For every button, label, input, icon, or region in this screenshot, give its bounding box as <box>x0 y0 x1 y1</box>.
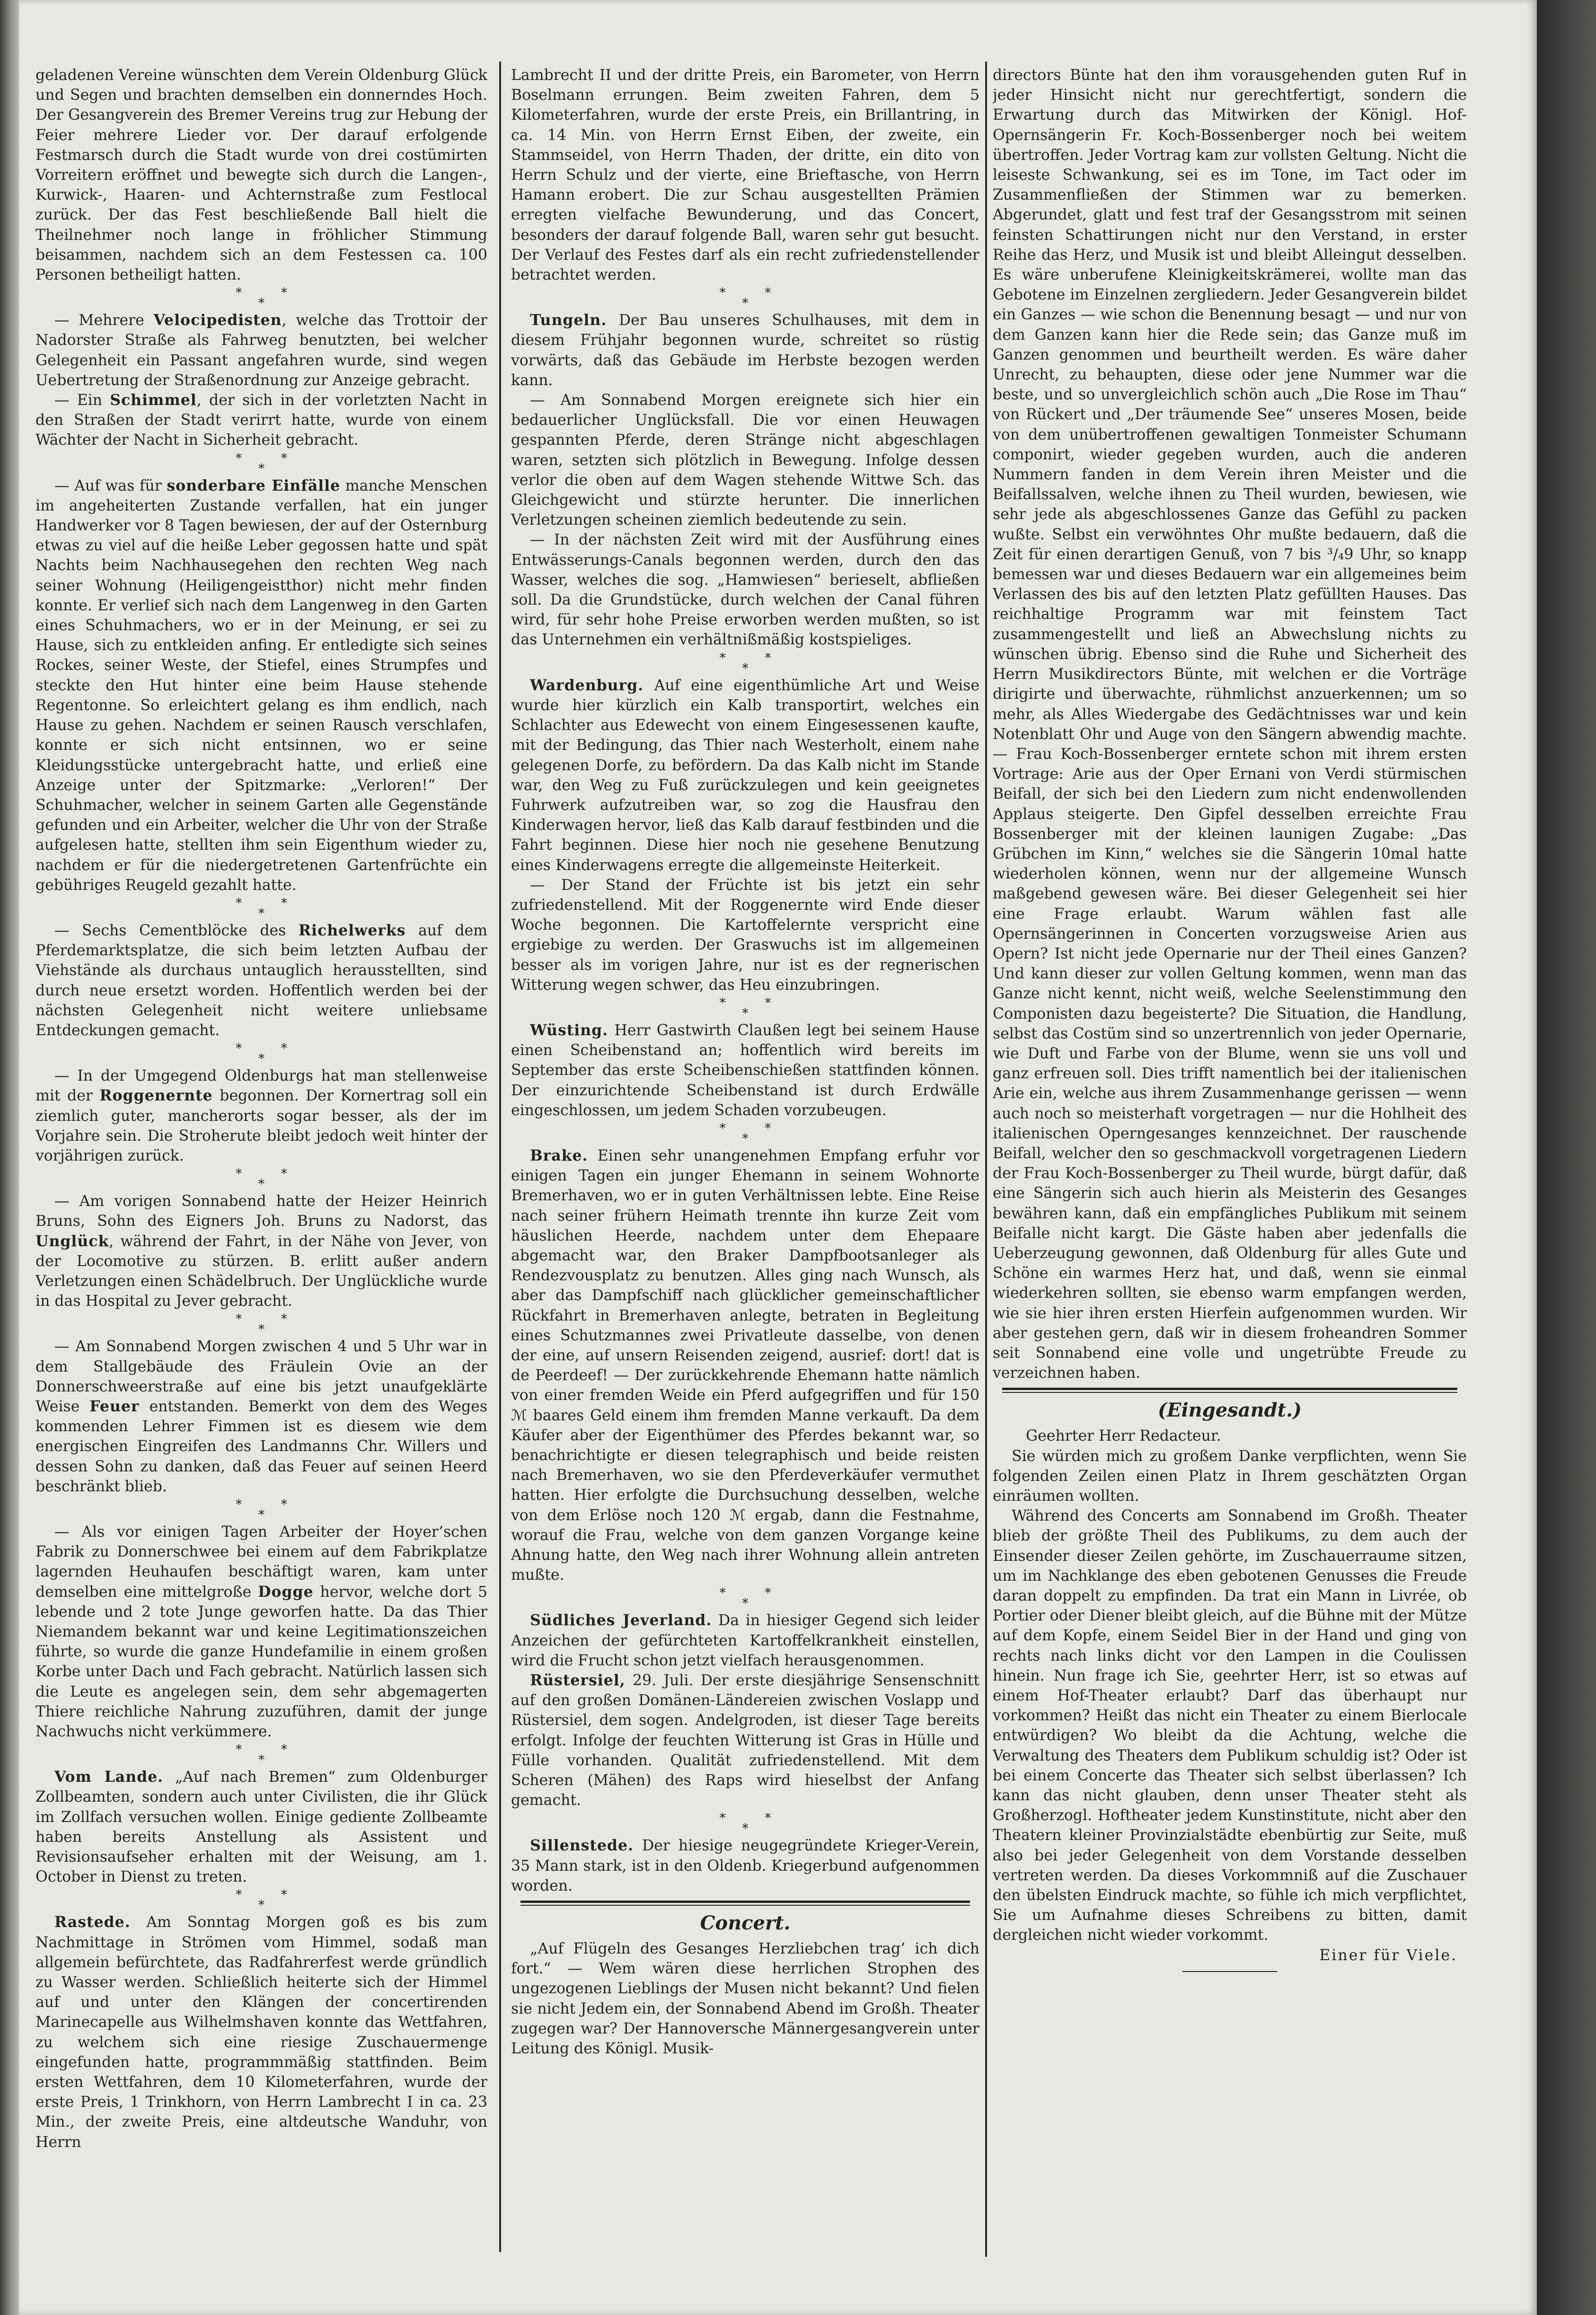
item-text: 29. Juli. Der erste diesjährige Sensenschnitt auf den großen Domänen-Ländereien zwischen Voslapp und Rüstersiel, dem sogen. Andelgroden, ist dieser Tage bereits erfolgt. Infolge der feuchten Witterung ist Gras in Hülle und Fülle vorhanden. Qualität zufriedenstellend. Mit dem Scheren (Mähen) des Raps wird hieselbst der Anfang gemacht. <box>511 1672 979 1809</box>
news-item <box>511 1836 979 1896</box>
item-text: entstanden. Bemerkt von dem des Weges kommenden Lehrer Fimmen ist es diesem wie dem energischen Eingreifen des Landmanns Chr. Willers und dessen Sohn zu danken, daß das Feuer auf seinen Heerd beschränkt blieb. <box>35 1398 487 1495</box>
section-separator: * * * <box>236 896 287 921</box>
salutation: Geehrter Herr Redacteur. <box>1026 1427 1221 1445</box>
article-paragraph: geladenen Vereine wünschten dem Verein Oldenburg Glück und Segen und brachten demselben ein donnerndes Hoch. Der Gesangverein des Bremer Vereins trug zur Hebung der Feier mehrere Lieder vor. Der darauf erfolgende Festmarsch durch die Stadt wurde von drei costümirten Vorreitern eröffnet und bewegte sich durch die Langen-, Kurwick-, Haaren- und Achternstraße zum Festlocal zurück. Der das Fest beschließende Ball hielt die Theilnehmer noch lange in fröhlicher Stimmung beisammen, nachdem sich an dem Festessen ca. 100 Personen betheiligt hatten. <box>35 67 487 284</box>
section-separator: * * * <box>236 451 287 476</box>
item-keyword: Velocipedisten <box>153 311 282 329</box>
column-rule-1 <box>499 62 501 2252</box>
section-separator: * * * <box>719 995 771 1021</box>
news-item <box>35 310 487 390</box>
column-1 <box>35 65 487 2256</box>
item-text: begonnen. Der Kornertrag soll ein ziemlich guter, mancherorts sogar besser, als der im Vorjahre sein. Die Stroherute bleibt jedoch weit hinter der vorjährigen zurück. <box>35 1087 487 1164</box>
item-text-lead: — Am Sonnabend Morgen zwischen 4 und 5 Uhr war in dem Stallgebäude des Fräulein Ovie an der Donnerschweerstraße auf eine bis jetzt unaufgeklärte Weise <box>35 1338 487 1415</box>
section-separator: * * * <box>719 286 771 311</box>
news-item <box>35 390 487 450</box>
item-text: Am Sonntag Morgen goß es bis zum Nachmittage in Strömen vom Himmel, sodaß man allgemein befürchtete, das Radfahrerfest werde gründlich zu Wasser werden. Schließlich heiterte sich der Himmel auf und unter den Klängen der concertirenden Marinecapelle aus Wilhelmshaven konnte das Wettfahren, zu welchem sich eine riesige Zuschauermenge eingefunden hatte, programmmäßig stattfinden. Beim ersten Wettfahren, dem 10 Kilometerfahren, wurde der erste Preis, 1 Trinkhorn, von Herrn Lambrecht I in ca. 23 Min., der zweite Preis, eine altdeutsche Wanduhr, von Herrn <box>35 1914 487 2151</box>
heading-rule-thin <box>1002 1392 1457 1393</box>
item-keyword: Sillenstede. <box>530 1837 634 1855</box>
item-keyword: Wüsting. <box>530 1021 608 1039</box>
item-keyword: Dogge <box>258 1583 314 1601</box>
item-keyword: Roggenernte <box>99 1087 213 1105</box>
item-text: „Auf nach Bremen“ zum Oldenburger Zollbeamten, sondern auch unter Civilisten, die ihr Glück im Zollfach versuchen wollen. Einige gediente Zollbeamte haben bereits Anstellung als Assistent und Revisionsaufseher erhalten mit der Weisung, am 1. October in Dienst zu treten. <box>35 1769 487 1886</box>
news-item <box>35 921 487 1040</box>
item-keyword: Richelwerks <box>298 921 406 939</box>
column-3 <box>993 65 1467 2251</box>
section-separator: * * * <box>236 1888 287 1913</box>
news-item <box>511 676 979 875</box>
item-keyword: sonderbare Einfälle <box>167 476 341 494</box>
news-item <box>35 1191 487 1311</box>
section-heading: Concert. <box>700 1912 791 1935</box>
article-paragraph: Während des Concerts am Sonnabend im Großh. Theater blieb der größte Theil des Publikums, zu dem auch der Einsender dieser Zeilen gehörte, im Zuschauerraume sitzen, um im Nachklange des eben gebotenen Genusses die Freude daran doppelt zu empfinden. Da trat ein Mann in Livrée, ob Portier oder Diener bleibt gleich, auf die Bühne mit der Mütze auf dem Kopfe, einem Seidel Bier in der Hand und ging von rechts nach links dicht vor den Lampen in die Coulissen hinein. Nun frage ich Sie, geehrter Herr, ist so etwas auf einem Hof-Theater erlaubt? Darf das überhaupt nur vorkommen? Heißt das nicht ein Theater zu einem Bierlocale entwürdigen? Wo bleibt da die Achtung, welche die Verwaltung des Theaters dem Publikum schuldig ist? Oder ist bei einem Concerte das Theater sich selbst überlassen? Ich kann das nicht glauben, denn unser Theater steht als Großherzogl. Hoftheater jedem Kunstinstitute, nicht aber den Theatern kleiner Provinzialstädte ebenbürtig zur Seite, muß also bei jeder Gelegenheit von dem Vorstande desselben vertreten werden. Da dieses Vorkommniß auf die Zuschauer den übelsten Eindruck machte, so fühle ich mich verpflichtet, Sie um Aufnahme dieses Schreibens zu bitten, damit dergleichen nicht wieder vorkommt. <box>993 1507 1467 1944</box>
item-text: , während der Fahrt, in der Nähe von Jever, von der Locomotive zu stürzen. B. erlitt außer andern Verletzungen einen Schädelbruch. Der Unglückliche wurde in das Hospital zu Jever gebracht. <box>35 1232 487 1310</box>
section-separator: * * * <box>236 286 287 311</box>
item-text: Herr Gastwirth Claußen legt bei seinem Hause einen Scheibenstand an; hoffentlich wird bereits im September das erste Scheibenschießen stattfinden können. Der einzurichtende Scheibenstand ist durch Erdwälle eingeschlossen, um jedem Schaden vorzubeugen. <box>511 1021 979 1119</box>
item-text-lead: — In der Umgegend Oldenburgs hat man stellenweise mit der <box>35 1067 487 1105</box>
news-item <box>35 1767 487 1887</box>
section-separator: * * * <box>236 1497 287 1522</box>
news-item <box>35 1066 487 1166</box>
section-separator: * * * <box>236 1167 287 1192</box>
news-item <box>35 1337 487 1496</box>
item-keyword: Rastede. <box>54 1913 131 1931</box>
article-paragraph: — Am Sonnabend Morgen ereignete sich hier ein bedauerlicher Unglücksfall. Die vor einen Heuwagen gespannten Pferde, deren Stränge nicht abgeschlagen waren, setzten sich plötzlich in Bewegung. Infolge dessen verlor die oben auf dem Wagen stehende Wittwe Sch. das Gleichgewicht und stürzte herunter. Die innerlichen Verletzungen scheinen ziemlich bedeutende zu sein. <box>511 392 979 529</box>
closing-rule <box>1182 1971 1277 1972</box>
item-text: Da in hiesiger Gegend sich leider Anzeichen der gefürchteten Kartoffelkrankheit einstellen, wird die Frucht schon jetzt vielfach herausgenommen. <box>511 1612 979 1669</box>
item-text: Der Bau unseres Schulhauses, mit dem in diesem Frühjahr begonnen wurde, schreitet so rüstig vorwärts, daß das Gebäude im Herbste bezogen werden kann. <box>511 312 979 389</box>
column-rule-2 <box>985 62 987 2257</box>
section-separator: * * * <box>719 651 771 676</box>
news-item <box>35 476 487 895</box>
heading-rule-thick <box>520 1901 970 1903</box>
section-heading: (Eingesandt.) <box>1158 1399 1302 1422</box>
item-keyword: Feuer <box>89 1397 140 1415</box>
item-keyword: Tungeln. <box>530 311 607 329</box>
article-paragraph: — In der nächsten Zeit wird mit der Ausführung eines Entwässerungs-Canals begonnen werden, durch den das Wasser, welches die sog. „Hamwiesen“ berieselt, abfließen soll. Da die Grundstücke, durch welchen der Canal führen wird, für sehr hohe Preise erworben werden mußten, so ist das Unternehmen ein verhältnißmäßig kostspieliges. <box>511 531 979 649</box>
section-separator: * * * <box>719 1586 771 1611</box>
news-item <box>511 1021 979 1120</box>
item-keyword: Südliches Jeverland. <box>530 1611 712 1629</box>
signature: Einer für Viele. <box>1319 1946 1457 1964</box>
item-keyword: Schimmel <box>110 391 197 409</box>
item-text-lead: — Am vorigen Sonnabend hatte der Heizer Heinrich Bruns, Sohn des Eigners Joh. Bruns zu Nadorst, das <box>35 1193 487 1230</box>
heading-rule-thick <box>1002 1388 1457 1390</box>
section-separator: * * * <box>236 1041 287 1066</box>
item-text: manche Menschen im angeheiterten Zustande verfallen, hat ein junger Handwerker vor 8 Tagen bewiesen, der auf der Osternburg etwas zu viel auf die heiße Leber gegossen hatte und spät Nachts beim Nachhausegehen den rechten Weg nach seiner Wohnung (Heiligengeistthor) nicht mehr finden konnte. Er verlief sich nach dem Langenweg in den Garten eines Schuhmachers, wo er in der Meinung, er sei zu Hause, sich zu entkleiden anfing. Er entledigte sich seines Rockes, seiner Weste, der Stiefel, eines Strumpfes und steckte den Hut hinter eine beim Hause stehende Regentonne. So erleichtert gelang es ihm endlich, nach Hause zu gehen. Nachdem er seinen Rausch verschlafen, konnte er sich nicht entsinnen, wo er seine Kleidungsstücke untergebracht hatte, und erließ eine Anzeige unter der Spitzmarke: „Verloren!“ Der Schuhmacher, welcher in seinem Garten alle Gegenstände gefunden und ein Arbeiter, welcher die Uhr von der Straße aufgelesen hatte, stellten ihm sein Eigenthum wieder zu, nachdem er für die niedergetretenen Gartenfrüchte ein gebühriges Reugeld gezahlt hatte. <box>35 477 487 894</box>
article-paragraph: Lambrecht II und der dritte Preis, ein Barometer, von Herrn Boselmann errungen. Beim zweiten Fahren, dem 5 Kilometerfahren, wurde der erste Preis, ein Brillantring, in ca. 14 Min. von Herrn Ernst Eiben, der zweite, ein Stammseidel, von Herrn Thaden, der dritte, ein dito von Herrn Schulz und der vierte, eine Brieftasche, von Herrn Hamann erobert. Die zur Schau ausgestellten Prämien erregten vielfache Bewunderung, und das Concert, besonders der darauf folgende Ball, waren sehr gut besucht. Der Verlauf des Festes darf als ein recht zufriedenstellender betrachtet werden. <box>511 67 979 284</box>
item-keyword: Vom Lande. <box>54 1768 164 1786</box>
item-text: Auf eine eigenthümliche Art und Weise wurde hier kürzlich ein Kalb transportirt, welches ein Schlachter aus Edewecht von einem Eingesessenen kaufte, mit der Bedingung, das Thier nach Westerholt, einem nahe gelegenen Dorfe, zu befördern. Da das Kalb nicht im Stande war, den Weg zu Fuß zurückzulegen und kein geeignetes Fuhrwerk aufzutreiben war, so zog die Hausfrau den Kinderwagen hervor, ließ das Kalb darauf festbinden und die Fahrt beginnen. Diese hier noch nie gesehene Benutzung eines Kinderwagens erregte die allgemeinste Heiterkeit. <box>511 677 979 874</box>
item-text-lead: — Als vor einigen Tagen Arbeiter der Hoyer’schen Fabrik zu Donnerschwee bei einem auf dem Fabrikplatze lagernden Heuhaufen beschäftigt waren, kam unter demselben eine mittelgroße <box>35 1523 487 1601</box>
article-paragraph: „Auf Flügeln des Gesanges Herzliebchen trag’ ich dich fort.“ — Wem wären diese herrlichen Strophen des ungezogenen Lieblings der Musen nicht bekannt? Und fielen sie nicht Jedem ein, der Sonnabend Abend im Großh. Theater zugegen war? Der Hannoversche Männergesangverein unter Leitung des Königl. Musik- <box>511 1940 979 2058</box>
item-text: Der hiesige neugegründete Krieger-Verein, 35 Mann stark, ist in den Oldenb. Kriegerbund aufgenommen worden. <box>511 1837 979 1894</box>
news-item <box>511 1671 979 1810</box>
scan-background <box>1537 0 1596 2315</box>
item-text: , welche das Trottoir der Nadorster Straße als Fahrweg benutzten, bei welcher Gelegenheit ein Passant angefahren wurde, sind wegen Uebertretung der Straßenordnung zur Anzeige gebracht. <box>35 312 487 389</box>
item-text-lead: — Ein <box>54 392 110 409</box>
news-item <box>511 1611 979 1671</box>
item-text-lead: — Mehrere <box>54 312 154 329</box>
section-separator: * * * <box>719 1121 771 1146</box>
item-text-lead: — Sechs Cementblöcke des <box>54 922 299 939</box>
article-paragraph: Sie würden mich zu großem Danke verpflichten, wenn Sie folgenden Zeilen einen Platz in Ihrem geschätzten Organ einräumen wollten. <box>993 1447 1467 1505</box>
news-item <box>511 310 979 390</box>
item-text: auf dem Pferdemarktsplatze, die sich beim letzten Aufbau der Viehstände als durchaus untauglich herausstellten, sind durch neue ersetzt worden. Hoffentlich werden bei der nächsten Gelegenheit nicht weitere unliebsame Entdeckungen gemacht. <box>35 922 487 1039</box>
left-page-edge <box>0 0 19 2315</box>
item-keyword: Wardenburg. <box>530 676 644 694</box>
heading-rule-thin <box>520 1905 970 1906</box>
item-text-lead: — Auf was für <box>54 477 167 494</box>
item-text: Einen sehr unangenehmen Empfang erfuhr vor einigen Tagen ein junger Ehemann in seinem Wohnorte Bremerhaven, wo er in guten Verhältnissen lebte. Eine Reise nach seiner frühern Heimath trennte ihn kurze Zeit vom häuslichen Heerde, nachdem unter dem Ehepaare abgemacht war, den Braker Dampfbootsanleger als Rendezvousplatz zu benutzen. Alles ging nach Wunsch, als aber das Dampfschiff nach glücklicher gemeinschaftlicher Rückfahrt in Bremerhaven anlegte, betraten in Begleitung eines Schutzmannes zwei Privatleute dasselbe, von denen der eine, auf unsern Reisenden zeigend, ausrief: dort! dat is de Peerdeef! — Der zurückkehrende Ehemann hatte nämlich von einer fremden Weide ein Pferd aufgegriffen und für 150 ℳ baares Geld einem ihm fremden Manne verkauft. Da dem Käufer aber der Eigenthümer des Pferdes bekannt war, so benachrichtigte er diesen telegraphisch und beide reisten nach Bremerhaven, wo sie den Pferdeverkäufer vermuthet hatten. Hier erfolgte die Durchsuchung desselben, welche von dem Erlöse noch 120 ℳ ergab, dann die Festnahme, worauf die Frau, welche von dem ganzen Vorgange keine Ahnung hatte, den Weg nach ihrer Wohnung allein antreten mußte. <box>511 1147 979 1584</box>
column-2 <box>511 65 979 2261</box>
article-paragraph: directors Bünte hat den ihm vorausgehenden guten Ruf in jeder Hinsicht nicht nur gerechtfertigt, sondern die Erwartung durch das Mitwirken der Königl. Hof-Opernsängerin Fr. Koch-Bossenberger noch bei weitem übertroffen. Jeder Vortrag kam zur vollsten Geltung. Nicht die leiseste Schwankung, sei es im Tone, im Tact oder im Zusammenfließen der Stimmen war zu bemerken. Abgerundet, glatt und fest traf der Gesangsstrom mit seinen feinsten Schattirungen nicht nur den Verstand, in erster Reihe das Herz, und Musik ist und bleibt Alleingut desselben. Es wäre unberufene Kleinigkeitskrämerei, wollte man das Gebotene im Einzelnen zergliedern. Jeder Gesangverein bildet ein Ganzes — wie schon die Benennung besagt — und nur von dem Ganzen kann hier die Rede sein; das Ganze muß im Ganzen genommen und beurtheilt werden. Es wäre daher Unrecht, zu behaupten, diese oder jene Nummer war die beste, und so unvergleichlich schön auch „Die Rose im Thau“ von Rückert und „Der träumende See“ unseres Mosen, beide von dem unübertroffenen gewaltigen Tonmeister Schumann componirt, wieder gegeben wurden, auch die anderen Nummern fanden in dem Verein ihren Meister und die Beifallssalven, welche ihnen zu Theil wurden, bewiesen, wie sehr jede als abgeschlossenes Ganze das Gefühl zu packen wußte. Selbst ein verwöhntes Ohr mußte bedauern, daß die Zeit für einen derartigen Genuß, von 7 bis ³/₄9 Uhr, so knapp bemessen war und dieses Bedauern war ein allgemeines beim Verlassen des bis auf den letzten Platz gefüllten Hauses. Das reichhaltige Programm war mit feinstem Tact zusammengestellt und ließ an Abwechslung nichts zu wünschen übrig. Ebenso sind die Ruhe und Sicherheit des Herrn Musikdirectors Bünte, mit welchen er die Vorträge dirigirte und überwachte, rühmlichst anzuerkennen; um so mehr, als Alles Wiedergabe des Gedächtnisses war und kein Notenblatt Ohr und Auge von den Sängern abwendig machte. — Frau Koch-Bossenberger erntete schon mit ihrem ersten Vortrage: Arie aus der Oper Ernani von Verdi stürmischen Beifall, der sich bei den Liedern zum nicht endenwollenden Applaus steigerte. Den Gipfel desselben erreichte Frau Bossenberger mit der kleinen launigen Zugabe: „Das Grübchen im Kinn,“ welches sie die Sängerin 10mal hatte wiederholen können, wenn nur der allgemeine Wunsch maßgebend gewesen wäre. Bei dieser Gelegenheit sei hier eine Frage erlaubt. Warum wählen fast alle Opernsängerinnen in Concerten vorzugsweise Arien aus Opern? Ist nicht jede Opernarie nur der Theil eines Ganzen? Und kann dieser zur vollen Geltung kommen, wenn man das Ganze nicht kennt, nicht weiß, welche Seelenstimmung den Componisten dazu begeisterte? Die Situation, die Handlung, selbst das Costüm sind so unzertrennlich von jeder Opernarie, wie Duft und Farbe von der Blume, wenn sie uns voll und ganz erfreuen soll. Dies trifft namentlich bei der italienischen Arie ein, welche aus ihrem Zusammenhange gerissen — wenn auch noch so meisterhaft vorgetragen — nur die Hohlheit des italienischen Operngesanges kennzeichnet. Der rauschende Beifall, welcher den so geschmackvoll vorgetragenen Liedern der Frau Koch-Bossenberger zu Theil wurde, bürgt dafür, daß eine Sängerin sich auch hierin als Meisterin des Gesanges bewähren kann, daß ein empfängliches Publikum mit seinem Beifalle nicht kargt. Die Gäste haben aber jedenfalls die Ueberzeugung gewonnen, daß Oldenburg für alles Gute und Schöne ein warmes Herz hat, und daß, wenn sie einmal wiederkehren sollten, sie ebenso warm empfangen werden, wie sie hier ihren ersten Hierfein aufgenommen wurden. Wir aber gestehen gern, daß wir in diesem froheandren Sommer seit Sonnabend eine volle und ungetrübte Freude zu verzeichnen haben. <box>993 67 1467 1382</box>
section-separator: * * * <box>236 1312 287 1337</box>
section-separator: * * * <box>236 1743 287 1768</box>
section-separator: * * * <box>719 1811 771 1836</box>
item-text: hervor, welche dort 5 lebende und 2 tote Junge geworfen hatte. Da das Thier Niemandem bekannt war und keine Legitimationszeichen führte, so wurde die ganze Hundefamilie in einem großen Korbe unter Dach und Fach gebracht. Natürlich lassen sich die Leute es angelegen sein, dem sehr abgemagerten Thiere reichliche Nahrung zuzuführen, damit der junge Nachwuchs nicht verkümmere. <box>35 1583 487 1741</box>
item-keyword: Rüstersiel, <box>530 1672 626 1690</box>
item-keyword: Unglück <box>35 1232 109 1250</box>
item-keyword: Brake. <box>530 1146 588 1164</box>
article-paragraph: — Der Stand der Früchte ist bis jetzt ein sehr zufriedenstellend. Mit der Roggenernte wird Ende dieser Woche begonnen. Die Kartoffelernte verspricht eine ergiebige zu werden. Der Graswuchs ist im allgemeinen besser als im vorigen Jahre, nur ist es der regnerischen Witterung wegen schwer, das Heu einzubringen. <box>511 876 979 994</box>
news-item <box>511 1146 979 1585</box>
news-item <box>35 1522 487 1742</box>
item-text: , der sich in der vorletzten Nacht in den Straßen der Stadt verirrt hatte, wurde von einem Wächter der Nacht in Sicherheit gebracht. <box>35 392 487 449</box>
news-item <box>35 1912 487 2152</box>
